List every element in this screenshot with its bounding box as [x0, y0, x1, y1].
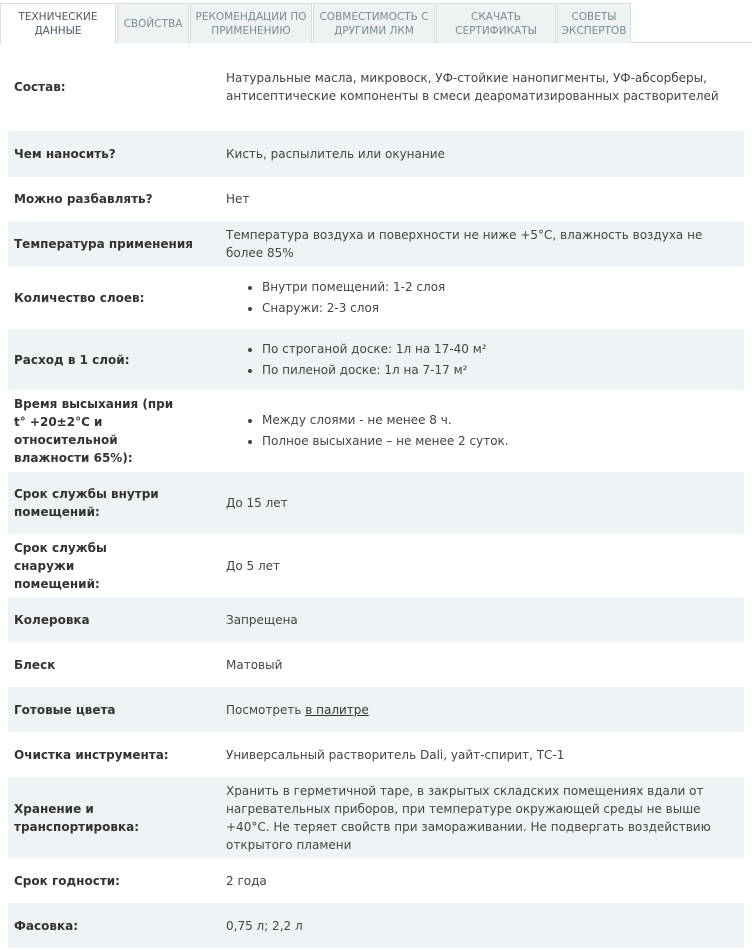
spec-value: Температура воздуха и поверхности не ниже +5°С, влажность воздуха не более 85%	[226, 228, 703, 260]
spec-label: Срок годности:	[14, 873, 120, 888]
spec-value: До 5 лет	[226, 558, 281, 573]
tab-expert-advice[interactable]	[557, 3, 631, 43]
tab-certificates[interactable]	[436, 3, 556, 43]
colors-prefix: Посмотреть	[226, 702, 306, 717]
spec-label: Время высыхания (при t° +20±2°С и относительной влажности 65%):	[14, 397, 174, 465]
spec-value: Нет	[226, 192, 250, 206]
spec-value: До 15 лет	[226, 496, 288, 510]
tab-label: СВОЙСТВА	[123, 17, 183, 30]
spec-label: Количество слоев:	[14, 291, 145, 305]
spec-value: 0,75 л; 2,2 л	[226, 918, 303, 933]
spec-value: Хранить в герметичной таре, в закрытых складских помещениях вдали от нагревательных приборов, при температуре окружающей среды не выше +40°С. Не теряет свойств при замораживании. Не подвергать воздействию открытого пламени	[226, 783, 711, 852]
spec-value: Запрещена	[226, 612, 298, 627]
tab-recommendations[interactable]	[190, 3, 312, 43]
spec-value: Натуральные масла, микровоск, УФ-стойкие нанопигменты, УФ-абсорберы, антисептические компоненты в смеси деароматизированных растворителей	[226, 71, 719, 103]
spec-row-dilution	[8, 177, 744, 221]
spec-value	[226, 410, 736, 452]
spec-label: Чем наносить?	[14, 147, 116, 161]
list-item: • Снаружи: 2-3 слоя	[262, 298, 736, 319]
spec-row-consumption	[8, 329, 744, 390]
spec-row-storage	[8, 777, 744, 858]
tab-label: СОВЕТЫ ЭКСПЕРТОВ	[561, 10, 627, 37]
spec-value	[226, 339, 736, 381]
spec-label: Фасовка:	[14, 918, 78, 933]
spec-row-drying	[8, 390, 744, 472]
spec-row-service-inside	[8, 472, 744, 534]
bullet-list	[226, 277, 736, 319]
tab-label: РЕКОМЕНДАЦИИ ПО ПРИМЕНЕНИЮ	[195, 10, 307, 37]
list-item: • По пиленой доске: 1л на 7-17 м²	[262, 360, 736, 381]
spec-label: Срок службы внутри помещений:	[14, 487, 159, 519]
spec-label: Готовые цвета	[14, 702, 116, 717]
tab-bar	[0, 0, 752, 43]
spec-label: Хранение и транспортировка:	[14, 801, 140, 834]
spec-row-tinting	[8, 597, 744, 642]
list-item: • По строганой доске: 1л на 17-40 м²	[262, 339, 736, 360]
spec-value: Универсальный растворитель Dali, уайт-спирит, ТС-1	[226, 747, 565, 762]
spec-label: Колеровка	[14, 612, 90, 627]
tab-label: СКАЧАТЬ СЕРТИФИКАТЫ	[455, 10, 537, 37]
list-item: • Полное высыхание – не менее 2 суток.	[262, 431, 736, 452]
spec-row-gloss	[8, 642, 744, 687]
tab-label: ТЕХНИЧЕСКИЕ ДАННЫЕ	[18, 11, 98, 37]
spec-row-packaging	[8, 903, 744, 948]
bullet-list	[226, 410, 736, 452]
spec-label: Блеск	[14, 657, 56, 672]
spec-row-service-outside	[8, 534, 744, 597]
spec-label: Состав:	[14, 80, 66, 94]
bullet-list	[226, 339, 736, 381]
spec-value: Кисть, распылитель или окунание	[226, 147, 445, 161]
spec-value	[226, 277, 736, 319]
spec-value: Матовый	[226, 657, 283, 672]
list-item: • Между слоями - не менее 8 ч.	[262, 410, 736, 431]
spec-row-layers	[8, 267, 744, 329]
tab-compatibility[interactable]	[313, 3, 435, 43]
tab-properties[interactable]	[117, 3, 189, 43]
palette-link[interactable]: в палитре	[305, 702, 369, 717]
spec-label: Очистка инструмента:	[14, 747, 169, 762]
spec-row-temperature	[8, 221, 744, 267]
spec-row-application	[8, 131, 744, 177]
list-item: • Внутри помещений: 1-2 слоя	[262, 277, 736, 298]
spec-label: Расход в 1 слой:	[14, 352, 130, 367]
tab-label: СОВМЕСТИМОСТЬ С ДРУГИМИ ЛКМ	[319, 10, 429, 37]
spec-row-shelf-life	[8, 858, 744, 903]
spec-value: 2 года	[226, 873, 267, 888]
spec-label: Температура применения	[14, 237, 193, 251]
spec-row-composition	[8, 43, 744, 131]
tab-technical-data[interactable]	[0, 3, 116, 44]
spec-value	[226, 701, 736, 719]
spec-row-colors	[8, 687, 744, 732]
spec-row-cleaning	[8, 732, 744, 777]
spec-label: Можно разбавлять?	[14, 192, 153, 206]
spec-label: Срок службы снаружи помещений:	[14, 540, 107, 591]
